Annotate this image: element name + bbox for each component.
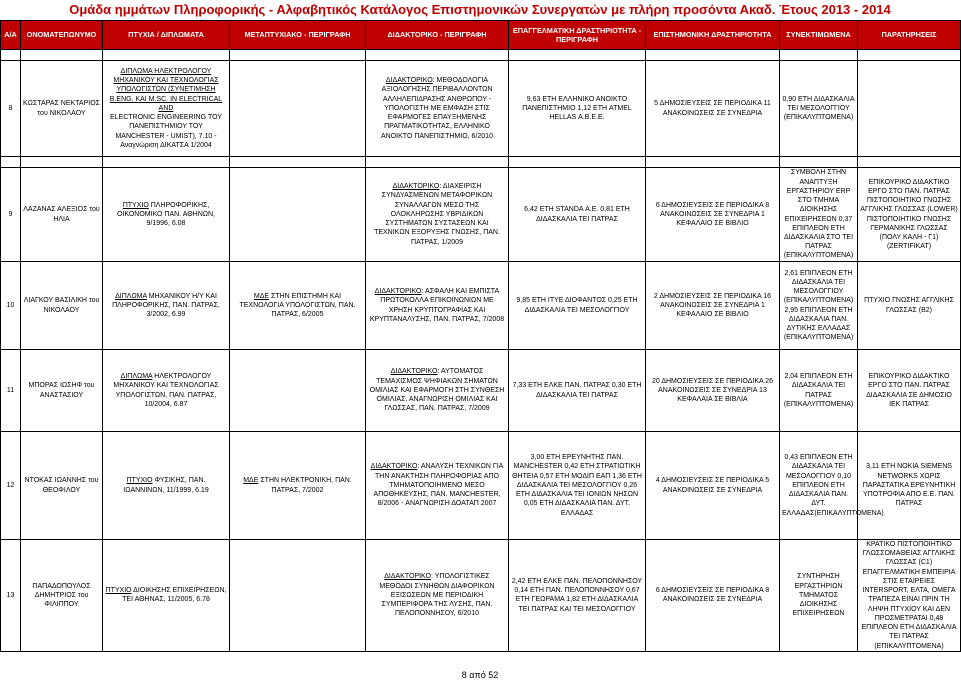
row-number: 9 (1, 168, 21, 262)
masters-cell (230, 432, 366, 540)
row-number: 8 (1, 61, 21, 157)
professional-cell: 6,42 ΕΤΗ STANDA Α.Ε. 0,81 ΕΤΗ ΔΙΔΑΣΚΑΛΙΑ ΤΕΙ ΠΑΤΡΑΣ (509, 168, 646, 262)
row-number: 13 (1, 540, 21, 652)
col-header-phd: ΔΙΔΑΚΤΟΡΙΚΟ - ΠΕΡΙΓΡΑΦΗ (366, 21, 509, 50)
table-row (1, 61, 961, 157)
phd-details: : ΔΙΑΧΕΙΡΙΣΗ ΣΥΝΔΥΑΣΜΕΝΩΝ ΜΕΤΑΦΟΡΙΚΩΝ ΣΥΝΑΛΛΑΓΩΝ ΜΕΣΩ ΤΗΣ ΟΛΟΚΛΗΡΩΣΗΣ ΥΒΡΙΔΙΚΩΝ ΣΥΣΤΗΜΑΤΩΝ ΣΥΣΤΑΣΕΩΝ ΚΑΙ ΤΕΧΝΙΚΩΝ ΕΞΟΡΥΞΗΣ ΓΝΩΣΗΣ, ΠΑΝ. ΠΑΤΡΑΣ, 1/2009 (374, 183, 500, 246)
table-row (1, 432, 961, 540)
professional-cell: 2,42 ΕΤΗ ΕΛΚΕ ΠΑΝ. ΠΕΛΟΠΟΝΝΗΣΟΥ 0,14 ΕΤΗ ΠΑΝ. ΠΕΛΟΠΟΝΝΗΣΟΥ 0,67 ΕΤΗ ΓΕΩΡΑΜΑ 1,82 ΕΤΗ ΔΙΔΑΣΚΑΛΙΑ ΤΕΙ ΠΑΤΡΑΣ ΚΑΙ ΤΕΙ ΜΕΣΟΛΟΓΓΙΟΥ (509, 540, 646, 652)
person-name: ΜΠΟΡΑΣ ΙΩΣΗΦ του ΑΝΑΣΤΑΣΙΟΥ (21, 350, 103, 432)
scientific-cell: 5 ΔΗΜΟΣΙΕΥΣΕΙΣ ΣΕ ΠΕΡΙΟΔΙΚΑ 11 ΑΝΑΚΟΙΝΩΣΕΙΣ ΣΕ ΣΥΝΕΔΡΙΑ (646, 61, 780, 157)
staff-table (0, 20, 961, 652)
degree-type: ΔΙΠΛΩΜΑ ΗΛΕΚΤΡΟΛΟΓΟΥ ΜΗΧΑΝΙΚΟΥ ΚΑΙ ΤΕΧΝΟΛΟΓΙΑΣ ΥΠΟΛΟΓΙΣΤΩΝ (ΣΥΝΕΤΙΜΗΣΗ B.ENG. ΚΑΙ M.SC. IN ELECTRICAL AND (109, 67, 223, 112)
notes-cell: ΕΠΙΚΟΥΡΙΚΟ ΔΙΔΑΚΤΙΚΟ ΕΡΓΟ ΣΤΟ ΠΑΝ. ΠΑΤΡΑΣ ΠΙΣΤΟΠΟΙΗΤΙΚΟ ΓΝΩΣΗΣ ΑΓΓΛΙΚΗΣ ΓΛΩΣΣΑΣ (LOWER) ΠΙΣΤΟΠΟΙΗΤΙΚΟ ΓΝΩΣΗΣ ΓΕΡΜΑΝΙΚΗΣ ΓΛΩΣΣΑΣ (ΠΟΛΥ ΚΑΛΗ - Γ1) (ZERTIFIKAT) (858, 168, 961, 262)
attached-cell: 0,90 ΕΤΗ ΔΙΔΑΣΚΑΛΙΑ ΤΕΙ ΜΕΣΟΛΟΓΓΙΟΥ (ΕΠΙΚΑΛΥΠΤΟΜΕΝΑ) (780, 61, 858, 157)
degree-details: ΗΛΕΚΤΡΟΛΟΓΟΥ ΜΗΧΑΝΙΚΟΥ ΚΑΙ ΤΕΧΝΟΛΟΓΙΑΣ ΥΠΟΛΟΓΙΣΤΩΝ, ΠΑΝ. ΠΑΤΡΑΣ, 10/2004, 6.87 (113, 373, 219, 408)
masters-type: ΜΔΕ (243, 477, 259, 485)
phd-details: : ΥΠΟΛΟΓΙΣΤΙΚΕΣ ΜΕΘΟΔΟΙ ΣΥΝΗΘΩΝ ΔΙΑΦΟΡΙΚΩΝ ΕΞΙΣΩΣΕΩΝ ΜΕ ΠΕΡΙΟΔΙΚΗ ΣΥΜΠΕΡΙΦΟΡΑ ΤΗΣ ΛΥΣΗΣ, ΠΑΝ. ΠΕΛΟΠΟΝΝΗΣΟΥ, 6/2010 (379, 573, 495, 618)
col-header-attached: ΣΥΝΕΚΤΙΜΩΜΕΝΑ (780, 21, 858, 50)
spacer-row (1, 157, 961, 168)
person-name: ΚΩΣΤΑΡΑΣ ΝΕΚΤΑΡΙΟΣ του ΝΙΚΟΛΑΟΥ (21, 61, 103, 157)
professional-cell: 7,33 ΕΤΗ ΕΛΚΕ ΠΑΝ. ΠΑΤΡΑΣ 0,30 ΕΤΗ ΔΙΔΑΣΚΑΛΙΑ ΤΕΙ ΠΑΤΡΑΣ (509, 350, 646, 432)
professional-cell: 9,85 ΕΤΗ ΙΤΥΕ ΔΙΟΦΑΝΤΟΣ 0,25 ΕΤΗ ΔΙΔΑΣΚΑΛΙΑ ΤΕΙ ΜΕΣΟΛΟΓΓΙΟΥ (509, 262, 646, 350)
phd-type: ΔΙΔΑΚΤΟΡΙΚΟ (384, 573, 431, 581)
notes-cell: ΠΤΥΧΙΟ ΓΝΩΣΗΣ ΑΓΓΛΙΚΗΣ ΓΛΩΣΣΑΣ (Β2) (858, 262, 961, 350)
phd-cell (366, 432, 509, 540)
scientific-cell: 4 ΔΗΜΟΣΙΕΥΣΕΙΣ ΣΕ ΠΕΡΙΟΔΙΚΑ 5 ΑΝΑΚΟΙΝΩΣΕΙΣ ΣΕ ΣΥΝΕΔΡΙΑ (646, 432, 780, 540)
col-header-scientific: ΕΠΙΣΤΗΜΟΝΙΚΗ ΔΡΑΣΤΗΡΙΟΤΗΤΑ (646, 21, 780, 50)
degree-type: ΔΙΠΛΩΜΑ (115, 292, 147, 300)
row-number: 12 (1, 432, 21, 540)
scientific-cell: 6 ΔΗΜΟΣΙΕΥΣΕΙΣ ΣΕ ΠΕΡΙΟΔΙΚΑ 8 ΑΝΑΚΟΙΝΩΣΕΙΣ ΣΕ ΣΥΝΕΔΡΙΑ 1 ΚΕΦΑΛΑΙΟ ΣΕ ΒΙΒΛΙΟ (646, 168, 780, 262)
degree-details: ΠΛΗΡΟΦΟΡΙΚΗΣ, ΟΙΚΟΝΟΜΙΚΟ ΠΑΝ. ΑΘΗΝΩΝ, 9/1996, 6.08 (117, 201, 215, 228)
person-name: ΛΑΖΑΝΑΣ ΑΛΕΞΙΟΣ του ΗΛΙΑ (21, 168, 103, 262)
notes-cell: ΕΠΙΚΟΥΡΙΚΟ ΔΙΔΑΚΤΙΚΟ ΕΡΓΟ ΣΤΟ ΠΑΝ. ΠΑΤΡΑΣ ΔΙΔΑΣΚΑΛΙΑ ΣΕ ΔΗΜΟΣΙΟ ΙΕΚ ΠΑΤΡΑΣ (858, 350, 961, 432)
masters-cell (230, 540, 366, 652)
degree-cell (103, 61, 230, 157)
scientific-cell: 2 ΔΗΜΟΣΙΕΥΣΕΙΣ ΣΕ ΠΕΡΙΟΔΙΚΑ 16 ΑΝΑΚΟΙΝΩΣΕΙΣ ΣΕ ΣΥΝΕΔΡΙΑ 1 ΚΕΦΑΛΑΙΟ ΣΕ ΒΙΒΛΙΟ (646, 262, 780, 350)
degree-cell (103, 432, 230, 540)
degree-type: ΠΤΥΧΙΟ (122, 201, 149, 209)
person-name: ΛΙΑΓΚΟΥ ΒΑΣΙΛΙΚΗ του ΝΙΚΟΛΑΟΥ (21, 262, 103, 350)
masters-type: ΜΔΕ (253, 292, 270, 300)
degree-type: ΔΙΠΛΩΜΑ (120, 373, 153, 381)
table-row (1, 262, 961, 350)
notes-cell: 3,11 ΕΤΗ NOKIA SIEMENS NETWORKS ΧΩΡΙΣ ΠΑΡΑΣΤΑΤΙΚΑ ΕΡΕΥΝΗΤΙΚΗ ΥΠΟΤΡΟΦΙΑ ΑΠΟ Ε.Ε. ΠΑΝ. ΠΑΤΡΑΣ (858, 432, 961, 540)
table-row (1, 540, 961, 652)
attached-cell: ΣΥΜΒΟΛΗ ΣΤΗΝ ΑΝΑΠΤΥΞΗ ΕΡΓΑΣΤΗΡΙΟΥ ERP ΣΤΟ ΤΜΗΜΑ ΔΙΟΙΚΗΣΗΣ ΕΠΙΧΕΙΡΗΣΕΩΝ 0,37 ΕΠΙΠΛΕΟΝ ΕΤΗ ΔΙΔΑΣΚΑΛΙΑ ΣΤΟ ΤΕΙ ΠΑΤΡΑΣ (ΕΠΙΚΑΛΥΠΤΟΜΕΝΑ) (780, 168, 858, 262)
col-header-masters: ΜΕΤΑΠΤΥΧΙΑΚΟ - ΠΕΡΙΓΡΑΦΗ (230, 21, 366, 50)
degree-details: ΦΥΣΙΚΗΣ, ΠΑΝ. ΙΩΑΝΝΙΝΩΝ, 11/1999, 6.19 (123, 477, 209, 494)
scientific-cell: 6 ΔΗΜΟΣΙΕΥΣΕΙΣ ΣΕ ΠΕΡΙΟΔΙΚΑ 8 ΑΝΑΚΟΙΝΩΣΕΙΣ ΣΕ ΣΥΝΕΔΡΙΑ (646, 540, 780, 652)
degree-cell (103, 350, 230, 432)
degree-cell (103, 168, 230, 262)
page-number: 8 από 52 (461, 670, 499, 680)
phd-type: ΔΙΔΑΚΤΟΡΙΚΟ (370, 463, 418, 471)
notes-cell: ΚΡΑΤΙΚΟ ΠΙΣΤΟΠΟΙΗΤΙΚΟ ΓΛΩΣΣΟΜΑΘΕΙΑΣ ΑΓΓΛΙΚΗΣ ΓΛΩΣΣΑΣ (C1) ΕΠΑΓΓΕΛΜΑΤΙΚΗ ΕΜΠΕΙΡΙΑ ΣΤΙΣ ΕΤΑΙΡΕΙΕΣ INTERSPORT, ΕΛΤΑ, ΟΜΕΓΑ ΤΡΑΠΕΖΑ ΕΙΝΑΙ ΠΡΙΝ ΤΗ ΛΗΨΗ ΠΤΥΧΙΟΥ ΚΑΙ ΔΕΝ ΠΡΟΣΜΕΤΡΑΤΑΙ 0,48 ΕΠΙΠΛΕΟΝ ΕΤΗ ΔΙΔΑΣΚΑΛΙΑ ΤΕΙ ΠΑΤΡΑΣ (ΕΠΙΚΑΛΥΠΤΟΜΕΝΑ) (858, 540, 961, 652)
col-header-notes: ΠΑΡΑΤΗΡΗΣΕΙΣ (858, 21, 961, 50)
phd-type: ΔΙΔΑΚΤΟΡΙΚΟ (385, 77, 433, 85)
phd-details: : ΑΝΑΛΥΣΗ ΤΕΧΝΙΚΩΝ ΓΙΑ ΤΗΝ ΑΝΑΚΤΗΣΗ ΠΛΗΡΟΦΟΡΙΑΣ ΑΠΟ ΤΜΗΜΑΤΟΠΟΙΗΜΕΝΟ ΜΕΣΟ ΑΠΟΘΗΚΕΥΣΗΣ, ΠΑΝ. MANCHESTER, 8/2006 - ΑΝΑΓΝΩΡΙΣΗ ΔΟΑΤΑΠ 2007 (373, 463, 504, 508)
degree-type: ΠΤΥΧΙΟ (105, 587, 132, 595)
masters-cell (230, 61, 366, 157)
degree-details: ELECTRONIC ENGINEERING ΤΟΥ ΠΑΝΕΠΙΣΤΗΜΙΟΥ ΤΟΥ MANCHESTER - UMIST), 7.10 - Αναγνώριση ΔΙΚΑΤΣΑ 1/2004 (109, 114, 223, 149)
person-name: ΝΤΟΚΑΣ ΙΩΑΝΝΗΣ του ΘΕΟΦΙΛΟΥ (21, 432, 103, 540)
masters-cell (230, 350, 366, 432)
row-number: 10 (1, 262, 21, 350)
masters-cell (230, 262, 366, 350)
masters-cell (230, 168, 366, 262)
degree-cell (103, 262, 230, 350)
person-name: ΠΑΠΑΔΟΠΟΥΛΟΣ ΔΗΜΗΤΡΙΟΣ του ΦΙΛΙΠΠΟΥ (21, 540, 103, 652)
phd-cell (366, 61, 509, 157)
table-header-row (1, 21, 961, 50)
phd-type: ΔΙΔΑΚΤΟΡΙΚΟ (374, 288, 422, 296)
notes-cell (858, 61, 961, 157)
phd-details: : ΑΣΦΑΛΗ ΚΑΙ ΕΜΠΙΣΤΑ ΠΡΩΤΟΚΟΛΛΑ ΕΠΙΚΟΙΝΩΝΙΩΝ ΜΕ ΧΡΗΣΗ ΚΡΥΠΤΟΓΡΑΦΙΑΣ ΚΑΙ ΚΡΥΠΤΑΝΑΛΥΣΗΣ, ΠΑΝ. ΠΑΤΡΑΣ, 7/2008 (369, 288, 505, 323)
col-header-name: ΟΝΟΜΑΤΕΠΩΝΥΜΟ (21, 21, 103, 50)
attached-cell: ΣΥΝΤΗΡΗΣΗ ΕΡΓΑΣΤΗΡΙΩΝ ΤΜΗΜΑΤΟΣ ΔΙΟΙΚΗΣΗΣ ΕΠΙΧΕΙΡΗΣΕΩΝ (780, 540, 858, 652)
attached-cell: 2,61 ΕΠΙΠΛΕΟΝ ΕΤΗ ΔΙΔΑΣΚΑΛΙΑ ΤΕΙ ΜΕΣΟΛΟΓΓΙΟΥ (ΕΠΙΚΑΛΥΠΤΟΜΕΝΑ) 2,95 ΕΠΙΠΛΕΟΝ ΕΤΗ ΔΙΔΑΣΚΑΛΙΑ ΠΑΝ. ΔΥΤΙΚΗΣ ΕΛΛΑΔΑΣ (ΕΠΙΚΑΛΥΠΤΟΜΕΝΑ) (780, 262, 858, 350)
phd-details: : ΑΥΤΟΜΑΤΟΣ ΤΕΜΑΧΙΣΜΟΣ ΨΗΦΙΑΚΩΝ ΣΗΜΑΤΩΝ ΟΜΙΛΙΑΣ ΚΑΙ ΕΦΑΡΜΟΓΗ ΣΤΗ ΣΥΝΘΕΣΗ ΟΜΙΛΙΑΣ, ΑΝΑΓΝΩΡΙΣΗ ΟΜΙΛΙΑΣ ΚΑΙ ΓΛΩΣΣΑΣ, ΠΑΝ. ΠΑΤΡΑΣ, 7/2009 (369, 368, 505, 413)
professional-cell: 9,63 ΕΤΗ ΕΛΛΗΝΙΚΟ ΑΝΟΙΚΤΟ ΠΑΝΕΠΙΣΤΗΜΙΟ 1,12 ΕΤΗ ATMEL HELLAS Α.Β.Ε.Ε. (509, 61, 646, 157)
scientific-cell: 20 ΔΗΜΟΣΙΕΥΣΕΙΣ ΣΕ ΠΕΡΙΟΔΙΚΑ 26 ΑΝΑΚΟΙΝΩΣΕΙΣ ΣΕ ΣΥΝΕΔΡΙΑ 13 ΚΕΦΑΛΑΙΑ ΣΕ ΒΙΒΛΙΑ (646, 350, 780, 432)
spacer-row (1, 50, 961, 61)
col-header-professional: ΕΠΑΓΓΕΛΜΑΤΙΚΗ ΔΡΑΣΤΗΡΙΟΤΗΤΑ - ΠΕΡΙΓΡΑΦΗ (509, 21, 646, 50)
degree-cell (103, 540, 230, 652)
degree-details: ΔΙΟΙΚΗΣΗΣ ΕΠΙΧΕΙΡΗΣΕΩΝ, ΤΕΙ ΑΘΗΝΑΣ, 11/2005, 6.78 (122, 587, 227, 604)
phd-cell (366, 350, 509, 432)
phd-details: : ΜΕΘΟΔΟΛΟΓΙΑ ΑΞΙΟΛΟΓΗΣΗΣ ΠΕΡΙΒΑΛΛΟΝΤΩΝ ΑΛΛΗΛΕΠΙΔΡΑΣΗΣ ΑΝΘΡΩΠΟΥ - ΥΠΟΛΟΓΙΣΤΗ ΜΕ ΕΜΦΑΣΗ ΣΤΙΣ ΕΦΑΡΜΟΓΕΣ ΕΠΑΥΞΗΜΕΝΗΣ ΠΡΑΓΜΑΤΙΚΟΤΗΤΑΣ, ΕΛΛΗΝΙΚΟ ΑΝΟΙΚΤΟ ΠΑΝΕΠΙΣΤΗΜΙΟ, 6/2010 (381, 77, 493, 140)
table-row (1, 168, 961, 262)
table-row (1, 350, 961, 432)
phd-type: ΔΙΔΑΚΤΟΡΙΚΟ (392, 183, 440, 191)
attached-cell: 0,43 ΕΠΙΠΛΕΟΝ ΕΤΗ ΔΙΔΑΣΚΑΛΙΑ ΤΕΙ ΜΕΣΟΛΟΓΓΙΟΥ 0,10 ΕΠΙΠΛΕΟΝ ΕΤΗ ΔΙΔΑΣΚΑΛΙΑ ΠΑΝ. ΔΥΤ. ΕΛΛΑΔΑΣ(ΕΠΙΚΑΛΥΠΤΟΜΕΝΑ) (780, 432, 858, 540)
professional-cell: 3,00 ΕΤΗ ΕΡΕΥΝΗΤΗΣ ΠΑΝ. MANCHESTER 0,42 ΕΤΗ ΣΤΡΑΤΙΩΤΙΚΗ ΘΗΤΕΙΑ 0,57 ΕΤΗ ΜΟΔΙΠ ΕΑΠ 1,36 ΕΤΗ ΔΙΔΑΣΚΑΛΙΑ ΤΕΙ ΜΕΣΟΛΟΓΓΙΟΥ 0,26 ΕΤΗ ΔΙΔΑΣΚΑΛΙΑ ΤΕΙ ΙΟΝΙΩΝ ΝΗΣΩΝ 0,05 ΕΤΗ ΔΙΔΑΣΚΑΛΙΑ ΠΑΝ. ΔΥΤ. ΕΛΛΑΔΑΣ (509, 432, 646, 540)
phd-cell (366, 168, 509, 262)
phd-cell (366, 262, 509, 350)
phd-cell (366, 540, 509, 652)
row-number: 11 (1, 350, 21, 432)
masters-details: ΣΤΗΝ ΕΠΙΣΤΗΜΗ ΚΑΙ ΤΕΧΝΟΛΟΓΙΑ ΥΠΟΛΟΓΙΣΤΩΝ, ΠΑΝ. ΠΑΤΡΑΣ, 6/2005 (239, 292, 356, 319)
attached-cell: 2,04 ΕΠΙΠΛΕΟΝ ΕΤΗ ΔΙΔΑΣΚΑΛΙΑ ΤΕΙ ΠΑΤΡΑΣ (ΕΠΙΚΑΛΥΠΤΟΜΕΝΑ) (780, 350, 858, 432)
col-header-degree: ΠΤΥΧΙΑ / ΔΙΠΛΩΜΑΤΑ (103, 21, 230, 50)
degree-type: ΠΤΥΧΙΟ (126, 477, 153, 485)
degree-details: ΜΗΧΑΝΙΚΟΥ Η/Υ ΚΑΙ ΠΛΗΡΟΦΟΡΙΚΗΣ, ΠΑΝ. ΠΑΤΡΑΣ, 3/2002, 6.99 (112, 292, 220, 319)
page-title: Ομάδα ημμάτων Πληροφορικής - Αλφαβητικός Κατάλογος Επιστημονικών Συνεργατών με πλήρη προσόντα Ακαδ. Έτους 2013 - 2014 (69, 2, 891, 17)
col-header-aa: Α/Α (1, 21, 21, 50)
masters-details: ΣΤΗΝ ΗΛΕΚΤΡΟΝΙΚΗ, ΠΑΝ. ΠΑΤΡΑΣ, 7/2002 (258, 477, 352, 494)
phd-type: ΔΙΔΑΚΤΟΡΙΚΟ (390, 368, 438, 376)
